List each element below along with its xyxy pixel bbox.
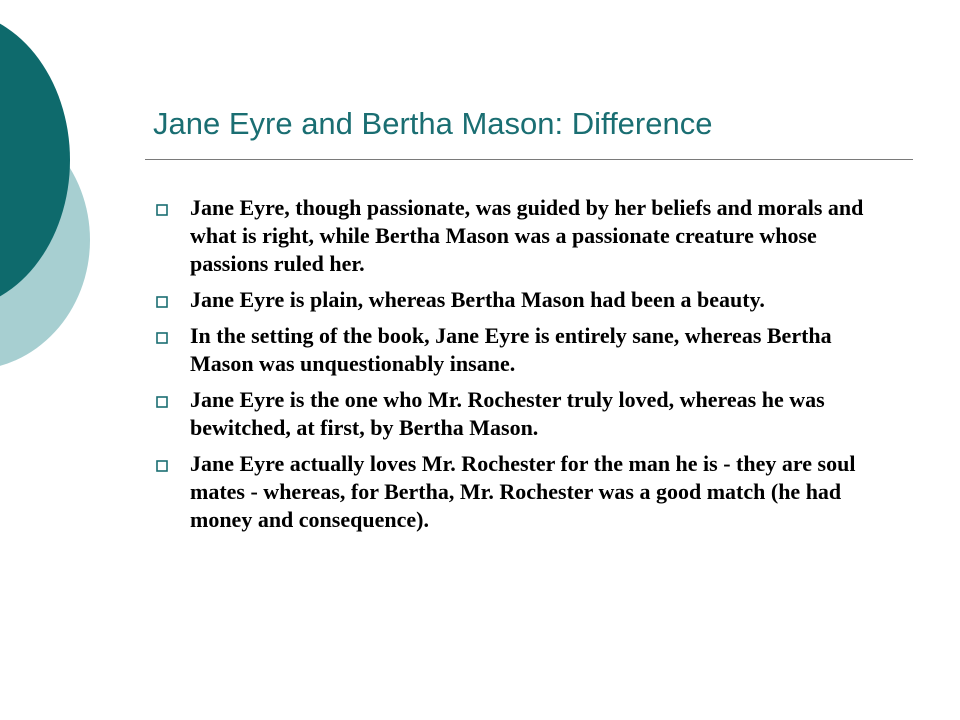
hollow-square-bullet-icon (155, 331, 169, 345)
title-underline (145, 159, 913, 160)
bullet-text: Jane Eyre, though passionate, was guided by her beliefs and morals and what is right, while Bertha Mason was a passionate creature whose passions ruled her. (190, 195, 864, 276)
hollow-square-bullet-icon (155, 295, 169, 309)
slide-title: Jane Eyre and Bertha Mason: Difference (153, 106, 713, 141)
hollow-square-bullet-icon (155, 395, 169, 409)
bullet-list (155, 194, 895, 542)
hollow-square-bullet-icon (155, 203, 169, 217)
hollow-square-bullet-icon (155, 459, 169, 473)
bullet-item (155, 322, 895, 378)
bullet-text: Jane Eyre is plain, whereas Bertha Mason had been a beauty. (190, 287, 765, 312)
bullet-text: Jane Eyre actually loves Mr. Rochester for the man he is - they are soul mates - whereas, for Bertha, Mr. Rochester was a good match (he had money and consequence). (190, 451, 856, 532)
bullet-item (155, 386, 895, 442)
bullet-item (155, 194, 895, 278)
bullet-text: Jane Eyre is the one who Mr. Rochester truly loved, whereas he was bewitched, at first, by Bertha Mason. (190, 387, 825, 440)
bullet-item (155, 286, 895, 314)
bullet-item (155, 450, 895, 534)
decorative-circles (0, 0, 160, 400)
bullet-text: In the setting of the book, Jane Eyre is entirely sane, whereas Bertha Mason was unquestionably insane. (190, 323, 832, 376)
